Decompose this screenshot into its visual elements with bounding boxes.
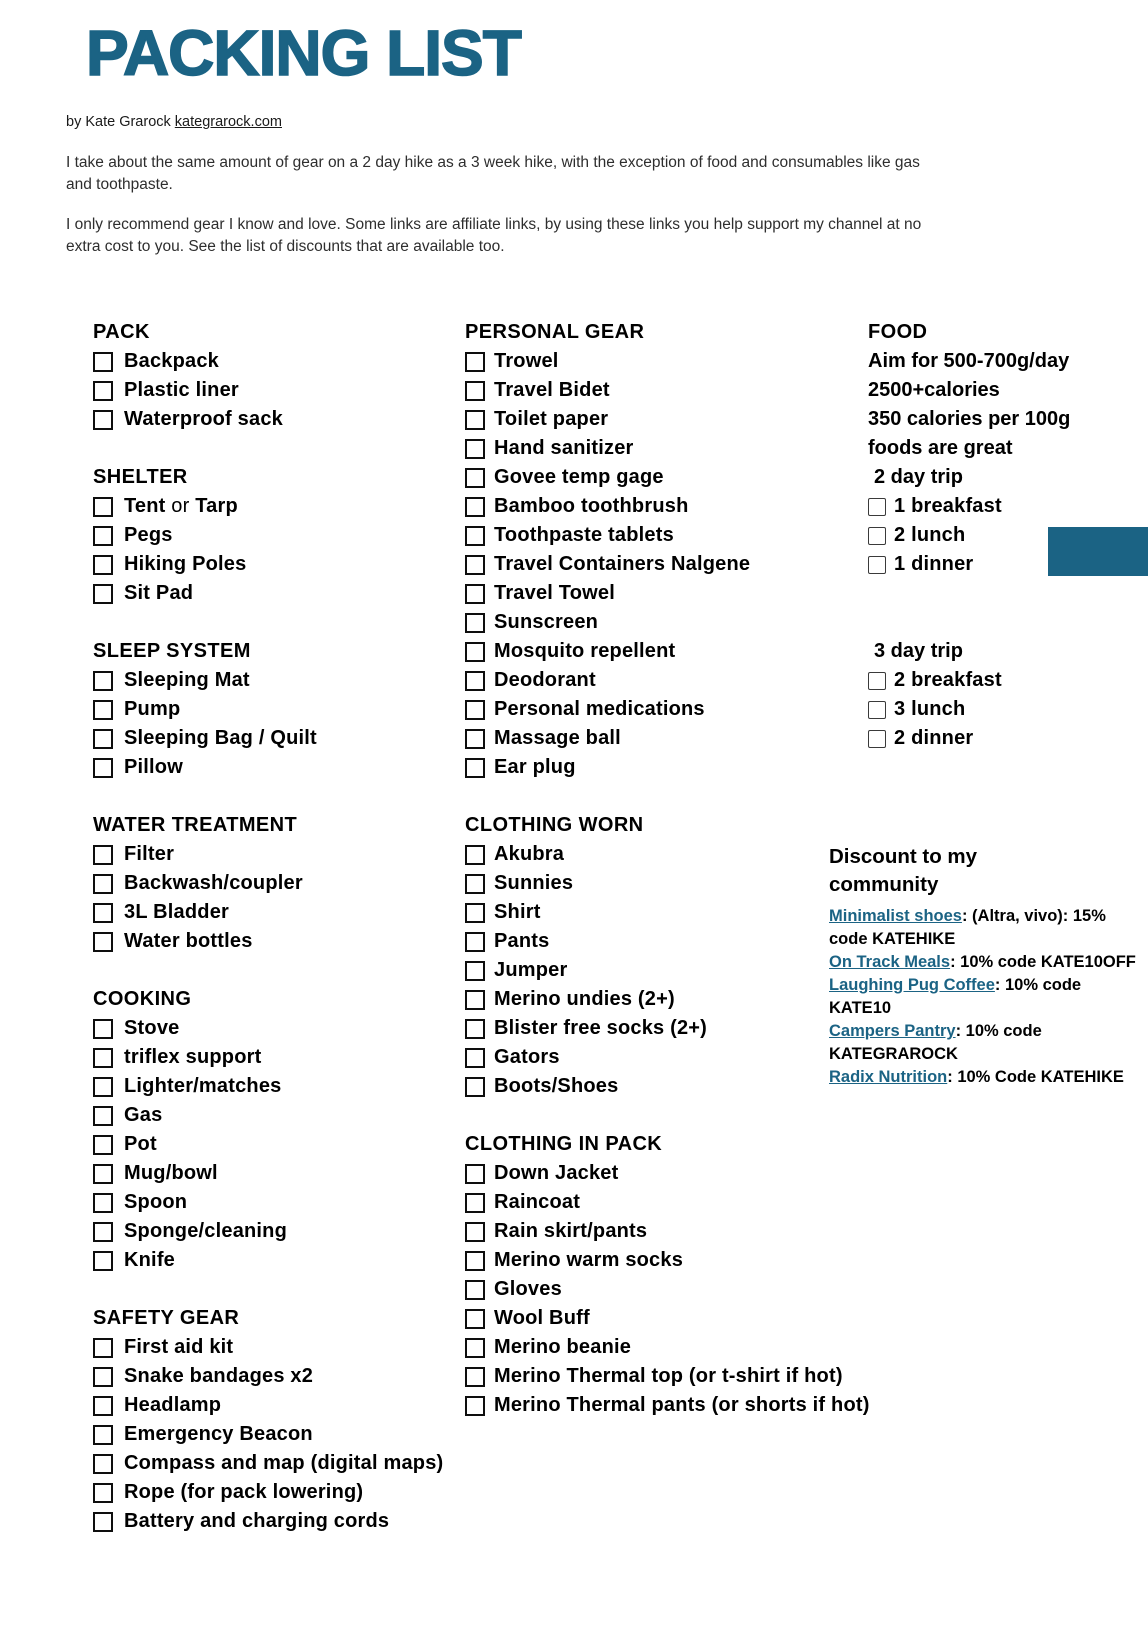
checkbox-blister-free-socks-2[interactable] bbox=[465, 1019, 485, 1039]
item-battery-and-charging-cords bbox=[93, 1507, 465, 1536]
byline bbox=[66, 114, 282, 130]
checkbox-2-breakfast[interactable] bbox=[868, 672, 886, 690]
item-down-jacket bbox=[465, 1159, 865, 1188]
item-label: Lighter/matches bbox=[124, 1075, 282, 1097]
item-label: Hand sanitizer bbox=[494, 437, 634, 459]
item-label: Merino Thermal top (or t-shirt if hot) bbox=[494, 1365, 843, 1387]
section-title-food: FOOD bbox=[868, 321, 928, 343]
item-rope-for-pack-lowering bbox=[93, 1478, 465, 1507]
item-label: Gloves bbox=[494, 1278, 562, 1300]
item-deodorant bbox=[465, 666, 865, 695]
item-label: Backwash/coupler bbox=[124, 872, 303, 894]
section-title-sleep-system: SLEEP SYSTEM bbox=[93, 640, 251, 662]
item-spoon bbox=[93, 1188, 465, 1217]
checkbox-travel-towel[interactable] bbox=[465, 584, 485, 604]
checkbox-down-jacket[interactable] bbox=[465, 1164, 485, 1184]
section-water-treatment bbox=[93, 811, 465, 956]
item-tent-or-tarp bbox=[93, 492, 465, 521]
checkbox-snake-bandages-x2[interactable] bbox=[93, 1367, 113, 1387]
item-massage-ball bbox=[465, 724, 865, 753]
discount-heading-line-2: community bbox=[829, 873, 939, 896]
checkbox-water-bottles[interactable] bbox=[93, 932, 113, 952]
discount-entries bbox=[829, 905, 1141, 1089]
item-knife bbox=[93, 1246, 465, 1275]
item-label: Water bottles bbox=[124, 930, 253, 952]
checkbox-akubra[interactable] bbox=[465, 845, 485, 865]
item-label: Raincoat bbox=[494, 1191, 581, 1213]
intro-2-line-2: extra cost to you. See the list of discounts that are available too. bbox=[66, 238, 505, 255]
checkbox-tent-or-tarp[interactable] bbox=[93, 497, 113, 517]
item-pump bbox=[93, 695, 465, 724]
checkbox-3l-bladder[interactable] bbox=[93, 903, 113, 923]
section-pack bbox=[93, 318, 465, 434]
item-label: 3 lunch bbox=[894, 698, 966, 720]
item-sunnies bbox=[465, 869, 865, 898]
item-sleeping-bag-quilt bbox=[93, 724, 465, 753]
checkbox-mug-bowl[interactable] bbox=[93, 1164, 113, 1184]
item-label: 1 breakfast bbox=[894, 495, 1002, 517]
section-shelter bbox=[93, 463, 465, 608]
checkbox-stove[interactable] bbox=[93, 1019, 113, 1039]
item-mosquito-repellent bbox=[465, 637, 865, 666]
item-label: Filter bbox=[124, 843, 175, 865]
item-label: 2 dinner bbox=[894, 727, 974, 749]
item-shirt bbox=[465, 898, 865, 927]
checkbox-merino-warm-socks[interactable] bbox=[465, 1251, 485, 1271]
section-title-safety-gear: SAFETY GEAR bbox=[93, 1307, 240, 1329]
item-merino-thermal-top-or-t-shirt-if-hot bbox=[465, 1362, 865, 1391]
item-merino-warm-socks bbox=[465, 1246, 865, 1275]
item-blister-free-socks-2 bbox=[465, 1014, 865, 1043]
discount-link-minimalist-shoes[interactable]: Minimalist shoes bbox=[829, 907, 962, 925]
item-label: Merino warm socks bbox=[494, 1249, 684, 1271]
item-label: Merino undies (2+) bbox=[494, 988, 675, 1010]
intro-1-line-2: and toothpaste. bbox=[66, 176, 173, 193]
section-title-clothing-worn: CLOTHING WORN bbox=[465, 814, 644, 836]
item-label: Pants bbox=[494, 930, 550, 952]
checkbox-trowel[interactable] bbox=[465, 352, 485, 372]
checkbox-rope-for-pack-lowering[interactable] bbox=[93, 1483, 113, 1503]
item-label: Akubra bbox=[494, 843, 565, 865]
checkbox-toothpaste-tablets[interactable] bbox=[465, 526, 485, 546]
byline-author: by Kate Grarock bbox=[66, 114, 175, 130]
item-label: Pot bbox=[124, 1133, 157, 1155]
item-3l-bladder bbox=[93, 898, 465, 927]
item-gloves bbox=[465, 1275, 865, 1304]
item-label: Sleeping Bag / Quilt bbox=[124, 727, 317, 749]
item-pillow bbox=[93, 753, 465, 782]
item-label: Plastic liner bbox=[124, 379, 239, 401]
intro-paragraph-2 bbox=[66, 214, 1096, 258]
item-merino-undies-2 bbox=[465, 985, 865, 1014]
checkbox-battery-and-charging-cords[interactable] bbox=[93, 1512, 113, 1532]
discount-entry-radix-nutrition bbox=[829, 1066, 1141, 1089]
item-sponge-cleaning bbox=[93, 1217, 465, 1246]
checkbox-3-lunch[interactable] bbox=[868, 701, 886, 719]
item-label: 2 lunch bbox=[894, 524, 966, 546]
page-title: PACKING LIST bbox=[86, 17, 521, 89]
column-middle-checklists bbox=[465, 318, 870, 1420]
checkbox-sunscreen[interactable] bbox=[465, 613, 485, 633]
checkbox-sponge-cleaning[interactable] bbox=[93, 1222, 113, 1242]
checkbox-hand-sanitizer[interactable] bbox=[465, 439, 485, 459]
intro-1-line-1: I take about the same amount of gear on a 2 day hike as a 3 week hike, with the exception of food and consumables like gas bbox=[66, 154, 920, 171]
discount-entry-campers-pantry bbox=[829, 1020, 1141, 1066]
item-label: Spoon bbox=[124, 1191, 188, 1213]
item-ear-plug bbox=[465, 753, 865, 782]
item-first-aid-kit bbox=[93, 1333, 465, 1362]
item-label: Travel Bidet bbox=[494, 379, 610, 401]
item-3-lunch bbox=[868, 695, 1148, 724]
discount-entry-minimalist-shoes bbox=[829, 905, 1141, 951]
checkbox-pump[interactable] bbox=[93, 700, 113, 720]
trip-label-3-day-trip: 3 day trip bbox=[874, 640, 963, 662]
section-title-cooking: COOKING bbox=[93, 988, 192, 1010]
checkbox-boots-shoes[interactable] bbox=[465, 1077, 485, 1097]
item-label: 3L Bladder bbox=[124, 901, 229, 923]
trip-3-day-trip bbox=[868, 637, 1148, 753]
item-label: Rope (for pack lowering) bbox=[124, 1481, 364, 1503]
item-label: Backpack bbox=[124, 350, 219, 372]
section-title-personal-gear: PERSONAL GEAR bbox=[465, 321, 645, 343]
item-label: Massage ball bbox=[494, 727, 621, 749]
food-info-foods-are-great: foods are great bbox=[868, 437, 1013, 459]
item-label: Merino Thermal pants (or shorts if hot) bbox=[494, 1394, 870, 1416]
item-label: 1 dinner bbox=[894, 553, 974, 575]
checkbox-hiking-poles[interactable] bbox=[93, 555, 113, 575]
item-pants bbox=[465, 927, 865, 956]
checkbox-2-dinner[interactable] bbox=[868, 730, 886, 748]
section-clothing-worn bbox=[465, 811, 865, 1101]
item-bamboo-toothbrush bbox=[465, 492, 865, 521]
checkbox-mosquito-repellent[interactable] bbox=[465, 642, 485, 662]
checkbox-ear-plug[interactable] bbox=[465, 758, 485, 778]
checkbox-govee-temp-gage[interactable] bbox=[465, 468, 485, 488]
item-label: Knife bbox=[124, 1249, 175, 1271]
item-headlamp bbox=[93, 1391, 465, 1420]
item-stove bbox=[93, 1014, 465, 1043]
item-label: Gators bbox=[494, 1046, 560, 1068]
item-label: First aid kit bbox=[124, 1336, 234, 1358]
checkbox-travel-bidet[interactable] bbox=[465, 381, 485, 401]
item-label: Down Jacket bbox=[494, 1162, 619, 1184]
item-travel-bidet bbox=[465, 376, 865, 405]
item-label: 2 breakfast bbox=[894, 669, 1002, 691]
checkbox-filter[interactable] bbox=[93, 845, 113, 865]
discount-detail: : 10% code KATE10OFF bbox=[950, 953, 1136, 971]
item-merino-thermal-pants-or-shorts-if-hot bbox=[465, 1391, 870, 1420]
item-label: Ear plug bbox=[494, 756, 576, 778]
item-toothpaste-tablets bbox=[465, 521, 865, 550]
checkbox-merino-thermal-pants-or-shorts-if-hot[interactable] bbox=[465, 1396, 485, 1416]
checkbox-merino-beanie[interactable] bbox=[465, 1338, 485, 1358]
discount-heading bbox=[829, 843, 1141, 899]
item-compass-and-map-digital-maps bbox=[93, 1449, 465, 1478]
item-label: triflex support bbox=[124, 1046, 262, 1068]
food-info-2500-calories: 2500+calories bbox=[868, 379, 1000, 401]
item-label: Pump bbox=[124, 698, 181, 720]
checkbox-compass-and-map-digital-maps[interactable] bbox=[93, 1454, 113, 1474]
section-personal-gear bbox=[465, 318, 865, 782]
item-pot bbox=[93, 1130, 465, 1159]
item-trowel bbox=[465, 347, 865, 376]
item-label: Mosquito repellent bbox=[494, 640, 676, 662]
item-label: Personal medications bbox=[494, 698, 705, 720]
checkbox-emergency-beacon[interactable] bbox=[93, 1425, 113, 1445]
item-label: Pillow bbox=[124, 756, 183, 778]
discount-link-campers-pantry[interactable]: Campers Pantry bbox=[829, 1022, 956, 1040]
item-label: Wool Buff bbox=[494, 1307, 590, 1329]
checkbox-personal-medications[interactable] bbox=[465, 700, 485, 720]
checkbox-gas[interactable] bbox=[93, 1106, 113, 1126]
discount-entry-laughing-pug-coffee bbox=[829, 974, 1141, 1020]
checkbox-lighter-matches[interactable] bbox=[93, 1077, 113, 1097]
item-label: Sit Pad bbox=[124, 582, 194, 604]
item-2-breakfast bbox=[868, 666, 1148, 695]
section-cooking bbox=[93, 985, 465, 1275]
item-label: Headlamp bbox=[124, 1394, 222, 1416]
item-label: Tent or Tarp bbox=[124, 495, 238, 517]
item-label: Merino beanie bbox=[494, 1336, 632, 1358]
byline-website-link[interactable]: kategrarock.com bbox=[174, 114, 282, 130]
item-snake-bandages-x2 bbox=[93, 1362, 465, 1391]
item-triflex-support bbox=[93, 1043, 465, 1072]
item-akubra bbox=[465, 840, 865, 869]
item-wool-buff bbox=[465, 1304, 865, 1333]
food-info-aim-for-500-700g-day: Aim for 500-700g/day bbox=[868, 350, 1070, 372]
item-label: Bamboo toothbrush bbox=[494, 495, 689, 517]
item-hiking-poles bbox=[93, 550, 465, 579]
item-sunscreen bbox=[465, 608, 865, 637]
checkbox-sleeping-mat[interactable] bbox=[93, 671, 113, 691]
item-label: Battery and charging cords bbox=[124, 1510, 390, 1532]
item-lighter-matches bbox=[93, 1072, 465, 1101]
item-label: Travel Towel bbox=[494, 582, 615, 604]
teal-accent-rectangle bbox=[1048, 527, 1148, 576]
item-label: Rain skirt/pants bbox=[494, 1220, 648, 1242]
checkbox-jumper[interactable] bbox=[465, 961, 485, 981]
item-backpack bbox=[93, 347, 465, 376]
checkbox-waterproof-sack[interactable] bbox=[93, 410, 113, 430]
checkbox-deodorant[interactable] bbox=[465, 671, 485, 691]
item-raincoat bbox=[465, 1188, 865, 1217]
food-info-350-calories-per-100g: 350 calories per 100g bbox=[868, 408, 1071, 430]
checkbox-pants[interactable] bbox=[465, 932, 485, 952]
discount-section bbox=[829, 843, 1141, 1089]
item-label: Compass and map (digital maps) bbox=[124, 1452, 444, 1474]
intro-paragraph-1 bbox=[66, 152, 1096, 196]
checkbox-2-lunch[interactable] bbox=[868, 527, 886, 545]
item-label: Hiking Poles bbox=[124, 553, 247, 575]
section-title-shelter: SHELTER bbox=[93, 466, 188, 488]
checkbox-sleeping-bag-quilt[interactable] bbox=[93, 729, 113, 749]
section-title-water-treatment: WATER TREATMENT bbox=[93, 814, 298, 836]
item-label: Sunscreen bbox=[494, 611, 599, 633]
checkbox-merino-thermal-top-or-t-shirt-if-hot[interactable] bbox=[465, 1367, 485, 1387]
item-label: Sleeping Mat bbox=[124, 669, 250, 691]
checkbox-pot[interactable] bbox=[93, 1135, 113, 1155]
checkbox-backpack[interactable] bbox=[93, 352, 113, 372]
item-plastic-liner bbox=[93, 376, 465, 405]
item-govee-temp-gage bbox=[465, 463, 865, 492]
item-2-dinner bbox=[868, 724, 1148, 753]
checkbox-triflex-support[interactable] bbox=[93, 1048, 113, 1068]
discount-heading-line-1: Discount to my bbox=[829, 845, 978, 868]
checkbox-first-aid-kit[interactable] bbox=[93, 1338, 113, 1358]
discount-detail: : 10% Code KATEHIKE bbox=[947, 1068, 1124, 1086]
checkbox-plastic-liner[interactable] bbox=[93, 381, 113, 401]
item-label: Sunnies bbox=[494, 872, 574, 894]
trip-label-2-day-trip: 2 day trip bbox=[874, 466, 963, 488]
checkbox-backwash-coupler[interactable] bbox=[93, 874, 113, 894]
column-left-checklists bbox=[93, 318, 465, 1536]
checkbox-bamboo-toothbrush[interactable] bbox=[465, 497, 485, 517]
checkbox-headlamp[interactable] bbox=[93, 1396, 113, 1416]
checkbox-massage-ball[interactable] bbox=[465, 729, 485, 749]
item-label: Mug/bowl bbox=[124, 1162, 218, 1184]
checkbox-spoon[interactable] bbox=[93, 1193, 113, 1213]
item-label: Govee temp gage bbox=[494, 466, 664, 488]
item-sit-pad bbox=[93, 579, 465, 608]
checkbox-pillow[interactable] bbox=[93, 758, 113, 778]
item-label: Blister free socks (2+) bbox=[494, 1017, 708, 1039]
discount-detail: : 10% code KATE10 bbox=[829, 976, 1082, 1017]
section-clothing-in-pack bbox=[465, 1130, 870, 1420]
discount-detail: : (Altra, vivo): 15% code KATEHIKE bbox=[829, 907, 1106, 948]
item-water-bottles bbox=[93, 927, 465, 956]
item-label: Jumper bbox=[494, 959, 568, 981]
intro-2-line-1: I only recommend gear I know and love. Some links are affiliate links, by using these links you help support my channel at no bbox=[66, 216, 922, 233]
item-merino-beanie bbox=[465, 1333, 865, 1362]
item-boots-shoes bbox=[465, 1072, 865, 1101]
item-travel-towel bbox=[465, 579, 865, 608]
item-label: Sponge/cleaning bbox=[124, 1220, 288, 1242]
item-hand-sanitizer bbox=[465, 434, 865, 463]
item-waterproof-sack bbox=[93, 405, 465, 434]
item-label: Pegs bbox=[124, 524, 173, 546]
item-toilet-paper bbox=[465, 405, 865, 434]
section-title-clothing-in-pack: CLOTHING IN PACK bbox=[465, 1133, 663, 1155]
section-sleep-system bbox=[93, 637, 465, 782]
discount-detail: : 10% code KATEGRAROCK bbox=[829, 1022, 1042, 1063]
item-personal-medications bbox=[465, 695, 865, 724]
item-label: Gas bbox=[124, 1104, 163, 1126]
discount-link-on-track-meals[interactable]: On Track Meals bbox=[829, 953, 951, 971]
item-backwash-coupler bbox=[93, 869, 465, 898]
checkbox-sit-pad[interactable] bbox=[93, 584, 113, 604]
item-mug-bowl bbox=[93, 1159, 465, 1188]
item-label: Boots/Shoes bbox=[494, 1075, 619, 1097]
checkbox-gators[interactable] bbox=[465, 1048, 485, 1068]
item-sleeping-mat bbox=[93, 666, 465, 695]
item-rain-skirt-pants bbox=[465, 1217, 865, 1246]
item-label: Shirt bbox=[494, 901, 541, 923]
discount-link-radix-nutrition[interactable]: Radix Nutrition bbox=[829, 1068, 948, 1086]
checkbox-sunnies[interactable] bbox=[465, 874, 485, 894]
checkbox-gloves[interactable] bbox=[465, 1280, 485, 1300]
item-gators bbox=[465, 1043, 865, 1072]
discount-link-laughing-pug-coffee[interactable]: Laughing Pug Coffee bbox=[829, 976, 995, 994]
item-travel-containers-nalgene bbox=[465, 550, 865, 579]
item-label: Deodorant bbox=[494, 669, 596, 691]
item-emergency-beacon bbox=[93, 1420, 465, 1449]
item-jumper bbox=[465, 956, 865, 985]
item-label: Waterproof sack bbox=[124, 408, 283, 430]
item-label: Stove bbox=[124, 1017, 180, 1039]
item-1-breakfast bbox=[868, 492, 1148, 521]
item-pegs bbox=[93, 521, 465, 550]
section-title-pack: PACK bbox=[93, 321, 150, 343]
checkbox-1-breakfast[interactable] bbox=[868, 498, 886, 516]
checkbox-merino-undies-2[interactable] bbox=[465, 990, 485, 1010]
item-label: Toothpaste tablets bbox=[494, 524, 674, 546]
checkbox-1-dinner[interactable] bbox=[868, 556, 886, 574]
checkbox-rain-skirt-pants[interactable] bbox=[465, 1222, 485, 1242]
checkbox-shirt[interactable] bbox=[465, 903, 485, 923]
item-label: Toilet paper bbox=[494, 408, 609, 430]
item-label: Trowel bbox=[494, 350, 559, 372]
checkbox-raincoat[interactable] bbox=[465, 1193, 485, 1213]
checkbox-knife[interactable] bbox=[93, 1251, 113, 1271]
section-safety-gear bbox=[93, 1304, 465, 1536]
item-gas bbox=[93, 1101, 465, 1130]
checkbox-travel-containers-nalgene[interactable] bbox=[465, 555, 485, 575]
item-label: Travel Containers Nalgene bbox=[494, 553, 751, 575]
checkbox-wool-buff[interactable] bbox=[465, 1309, 485, 1329]
checkbox-toilet-paper[interactable] bbox=[465, 410, 485, 430]
item-label: Snake bandages x2 bbox=[124, 1365, 314, 1387]
discount-entry-on-track-meals bbox=[829, 951, 1141, 974]
checkbox-pegs[interactable] bbox=[93, 526, 113, 546]
item-label: Emergency Beacon bbox=[124, 1423, 313, 1445]
item-filter bbox=[93, 840, 465, 869]
